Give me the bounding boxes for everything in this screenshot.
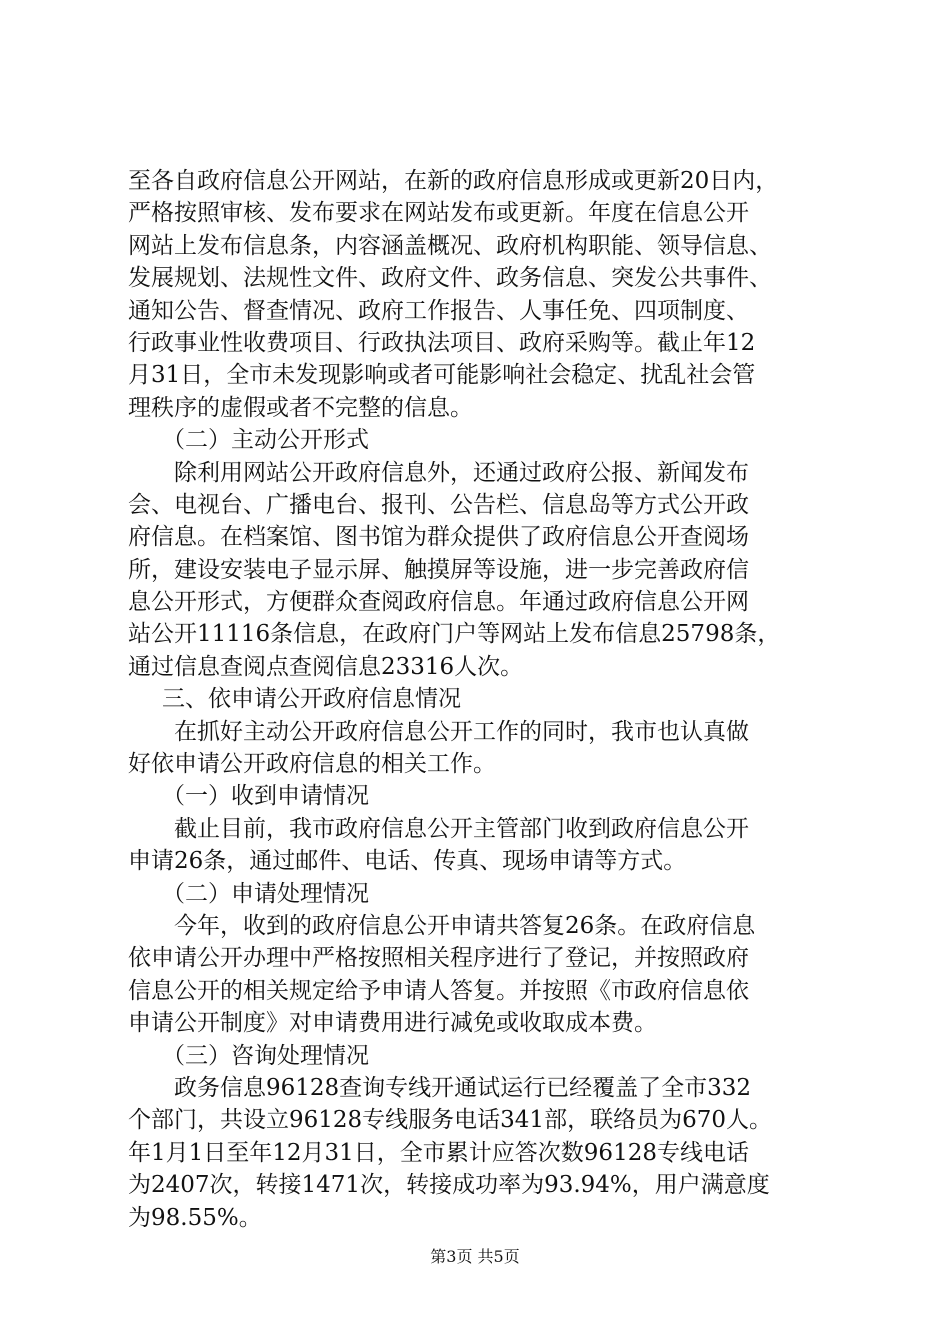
text-line: 发展规划、法规性文件、政府文件、政务信息、突发公共事件、 [128,265,772,292]
section-heading: （三）咨询处理情况 [162,1042,369,1069]
text-line: 站公开11116条信息，在政府门户等网站上发布信息25798条， [128,621,781,648]
text-line: 为2407次，转接1471次，转接成功率为93.94%，用户满意度 [128,1172,770,1199]
text-line: 个部门，共设立96128专线服务电话341部，联络员为670人。 [128,1107,772,1134]
text-line: 信息公开的相关规定给予申请人答复。并按照《市政府信息依 [128,977,749,1004]
text-line: 除利用网站公开政府信息外，还通过政府公报、新闻发布 [174,459,749,486]
text-line: 申请公开制度》对申请费用进行减免或收取成本费。 [128,1010,657,1037]
text-line: 申请26条，通过邮件、电话、传真、现场申请等方式。 [128,848,687,875]
text-line: 在抓好主动公开政府信息公开工作的同时，我市也认真做 [174,718,749,745]
text-line: 息公开形式，方便群众查阅政府信息。年通过政府信息公开网 [128,589,749,616]
document-body [128,165,848,1234]
text-line: 通知公告、督查情况、政府工作报告、人事任免、四项制度、 [128,297,749,324]
text-line: 年1月1日至年12月31日，全市累计应答次数96128专线电话 [128,1139,749,1166]
page-footer: 第3页 共5页 [430,1247,520,1266]
section-heading: 三、依申请公开政府信息情况 [162,686,461,713]
text-line: 月31日，全市未发现影响或者可能影响社会稳定、扰乱社会管 [128,362,756,389]
section-heading: （二）申请处理情况 [162,880,369,907]
text-line: 截止目前，我市政府信息公开主管部门收到政府信息公开 [174,815,749,842]
text-line: 至各自政府信息公开网站，在新的政府信息形成或更新20日内， [128,168,779,194]
text-line: 为98.55%。 [128,1204,262,1231]
text-line: 网站上发布信息条，内容涵盖概况、政府机构职能、领导信息、 [128,232,772,259]
text-line: 会、电视台、广播电台、报刊、公告栏、信息岛等方式公开政 [128,491,749,518]
text-line: 通过信息查阅点查阅信息23316人次。 [128,653,524,680]
text-line: 今年，收到的政府信息公开申请共答复26条。在政府信息 [174,912,756,939]
text-line: 府信息。在档案馆、图书馆为群众提供了政府信息公开查阅场 [128,524,749,551]
text-line: 政务信息96128查询专线开通试运行已经覆盖了全市332 [174,1074,752,1101]
text-line: 所，建设安装电子显示屏、触摸屏等设施，进一步完善政府信 [128,556,749,583]
section-heading: （二）主动公开形式 [162,427,369,454]
text-line: 理秩序的虚假或者不完整的信息。 [128,394,473,421]
text-line: 严格按照审核、发布要求在网站发布或更新。年度在信息公开 [128,200,749,227]
section-heading: （一）收到申请情况 [162,783,369,810]
text-line: 好依申请公开政府信息的相关工作。 [128,751,496,778]
text-line: 行政事业性收费项目、行政执法项目、政府采购等。截止年12 [128,329,756,356]
text-line: 依申请公开办理中严格按照相关程序进行了登记，并按照政府 [128,945,749,972]
